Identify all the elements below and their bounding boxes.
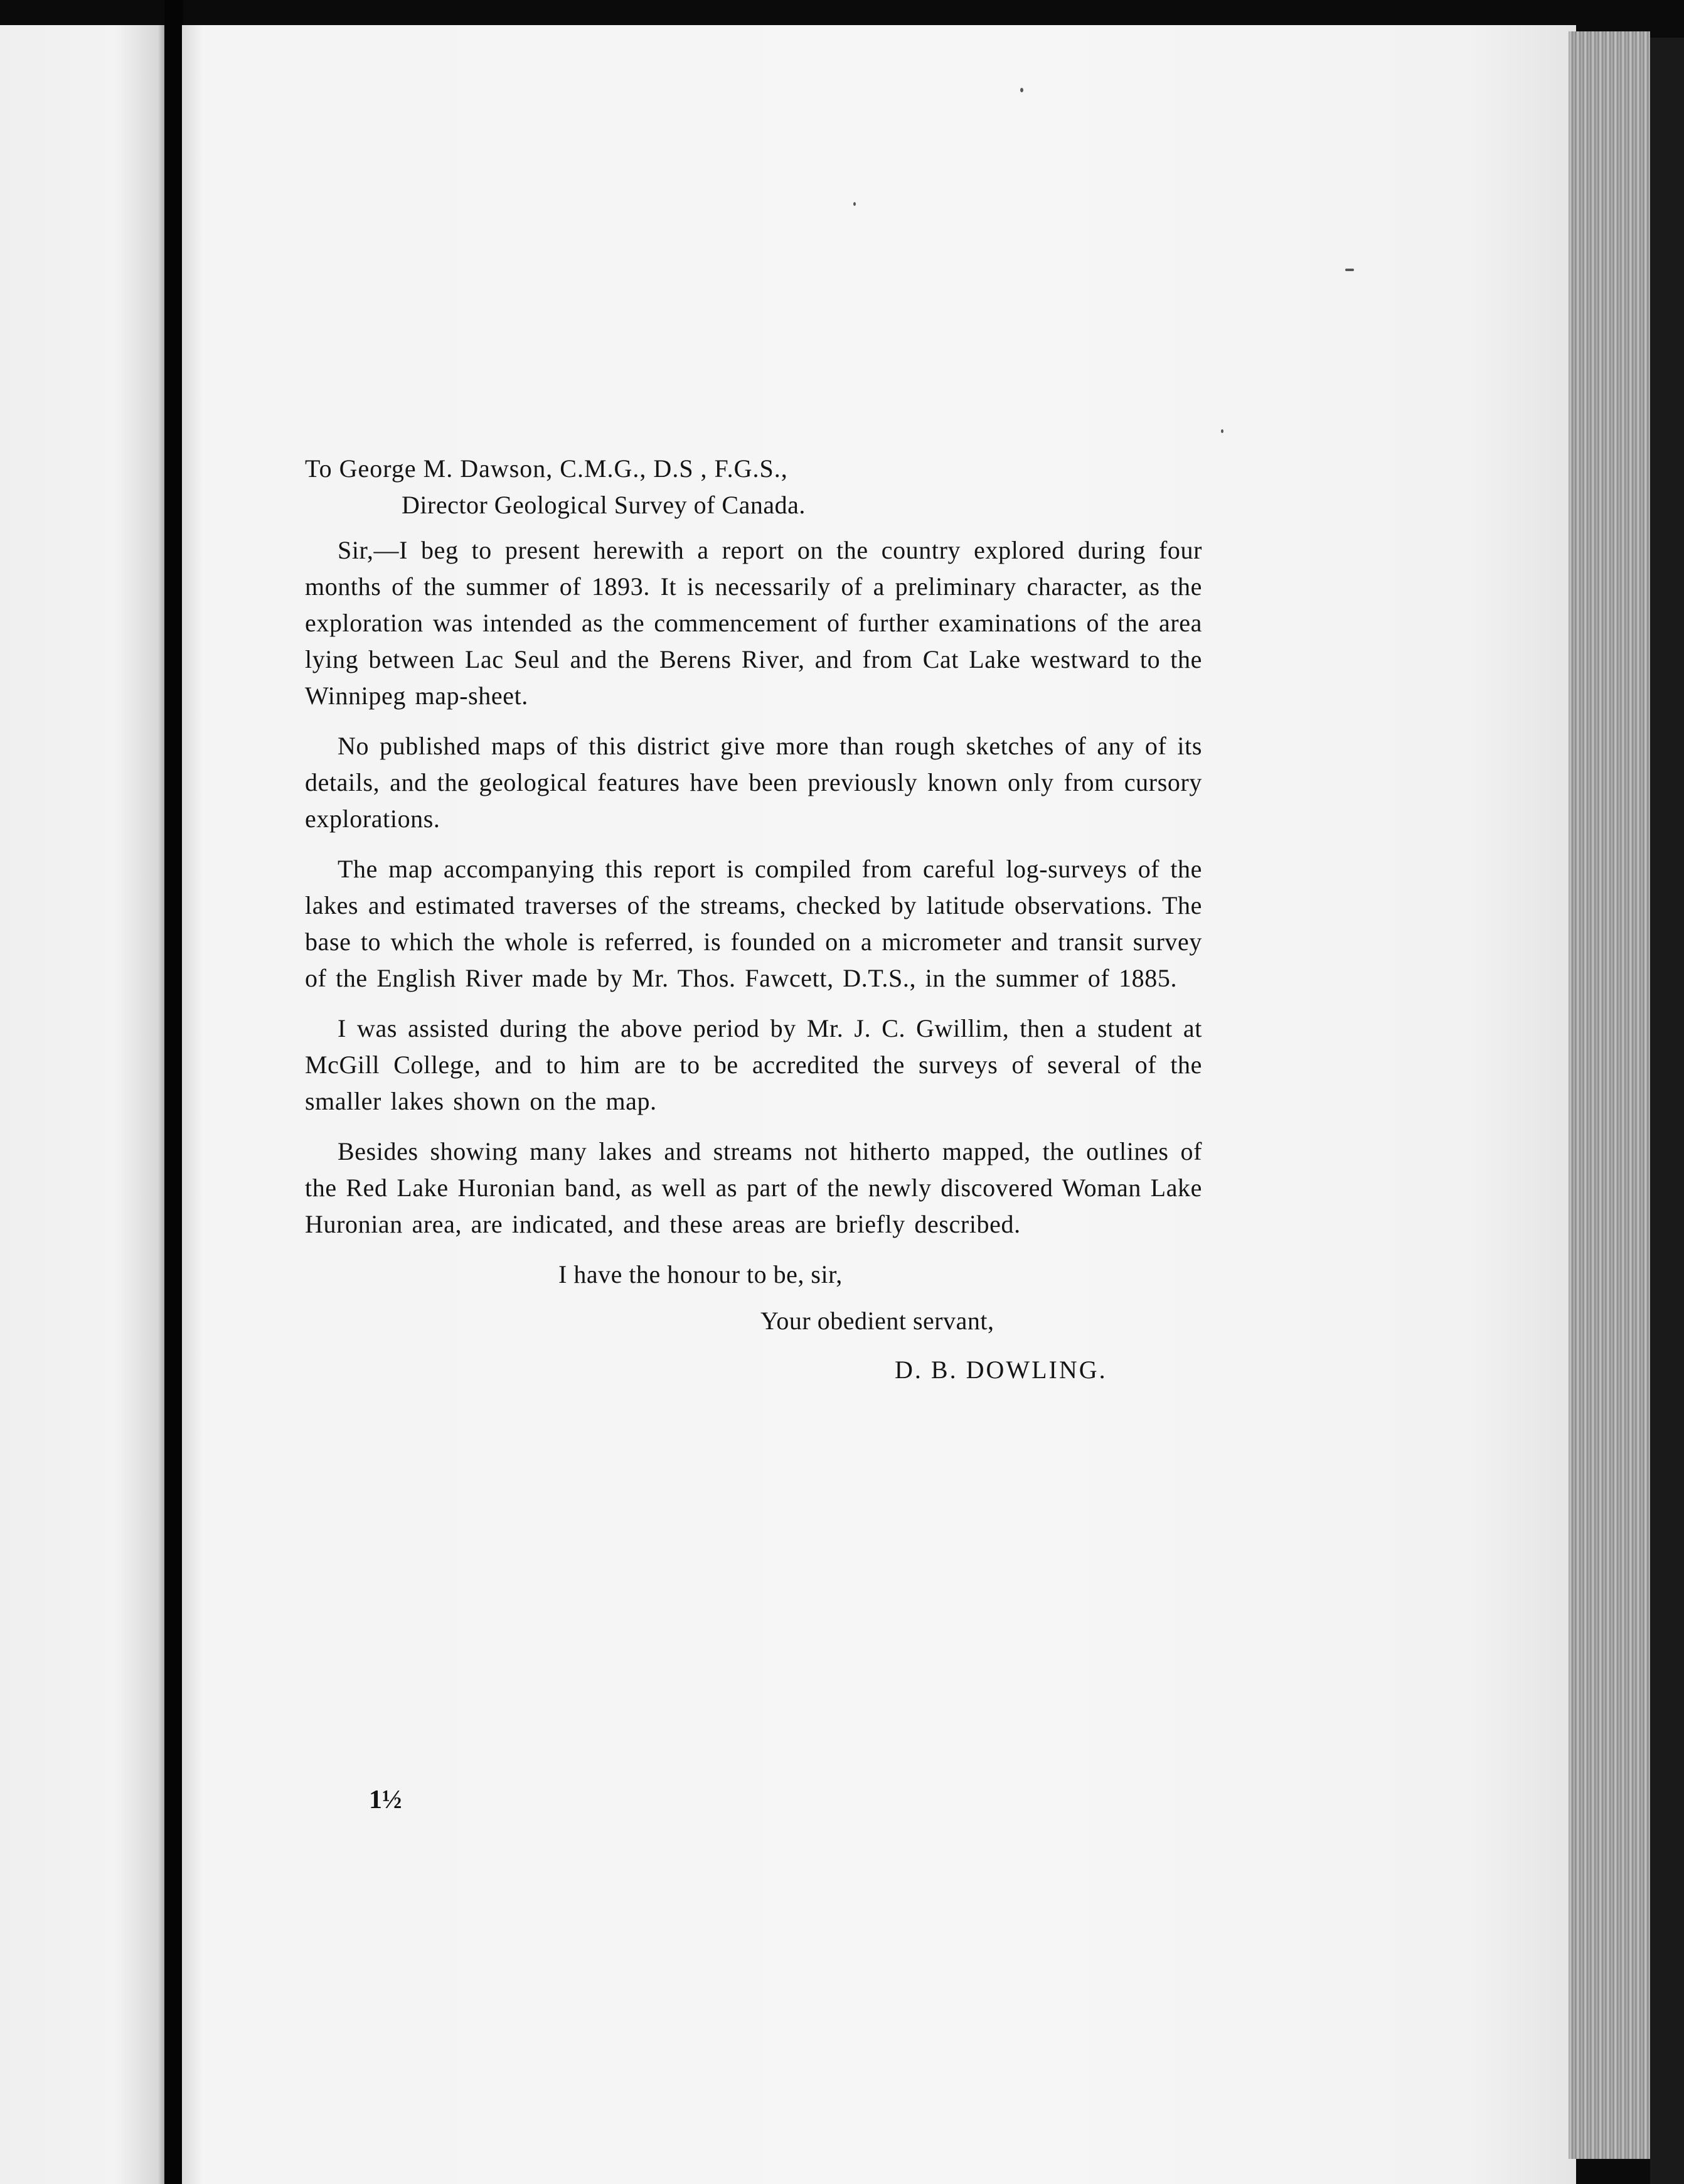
page-stack-edge [1569, 31, 1650, 2159]
left-facing-page [0, 25, 164, 2184]
signature: D. B. DOWLING. [895, 1356, 1107, 1384]
closing-line-2: Your obedient servant, [760, 1307, 994, 1335]
addressee-title: Director Geological Survey of Canada. [402, 491, 806, 519]
paragraph-4: I was assisted during the above period by Mr. J. C. Gwillim, then a student at McGill College, and to him are to be accredited the surveys of several of the smaller lakes shown on the map. [305, 1014, 1202, 1115]
paragraph-5: Besides showing many lakes and streams not hitherto mapped, the outlines of the Red Lake Huronian band, as well as part of the newly discovered Woman Lake Huronian area, are indicated, and these areas are briefly described. [305, 1137, 1202, 1238]
letter-body [305, 451, 1202, 1388]
dust-speck [1020, 88, 1023, 92]
book-gutter [164, 0, 183, 2184]
dust-speck [1221, 429, 1223, 433]
paragraph-1: Sir,—I beg to present herewith a report on the country explored during four months of the summer of 1893. It is necessarily of a preliminary character, as the exploration was intended as the commencement of further examinations of the area lying between Lac Seul and the Berens River, and from Cat Lake westward to the Winnipeg map-sheet. [305, 536, 1202, 710]
scan-background-edge [1650, 38, 1684, 2184]
paragraph-2: No published maps of this district give more than rough sketches of any of its details, and the geological features have been previously known only from cursory explorations. [305, 732, 1202, 833]
closing-line-1: I have the honour to be, sir, [558, 1260, 843, 1288]
paragraph-3: The map accompanying this report is compiled from careful log-surveys of the lakes and estimated traverses of the streams, checked by latitude observations. The base to which the whole is referred, is founded on a micrometer and transit survey of the English River made by Mr. Thos. Fawcett, D.T.S., in the summer of 1885. [305, 855, 1202, 992]
dust-speck [853, 202, 856, 206]
dust-speck [1345, 269, 1354, 271]
folio-number: 1½ [369, 1785, 402, 1814]
salutation: To George M. Dawson, C.M.G., D.S , F.G.S., [305, 454, 788, 483]
